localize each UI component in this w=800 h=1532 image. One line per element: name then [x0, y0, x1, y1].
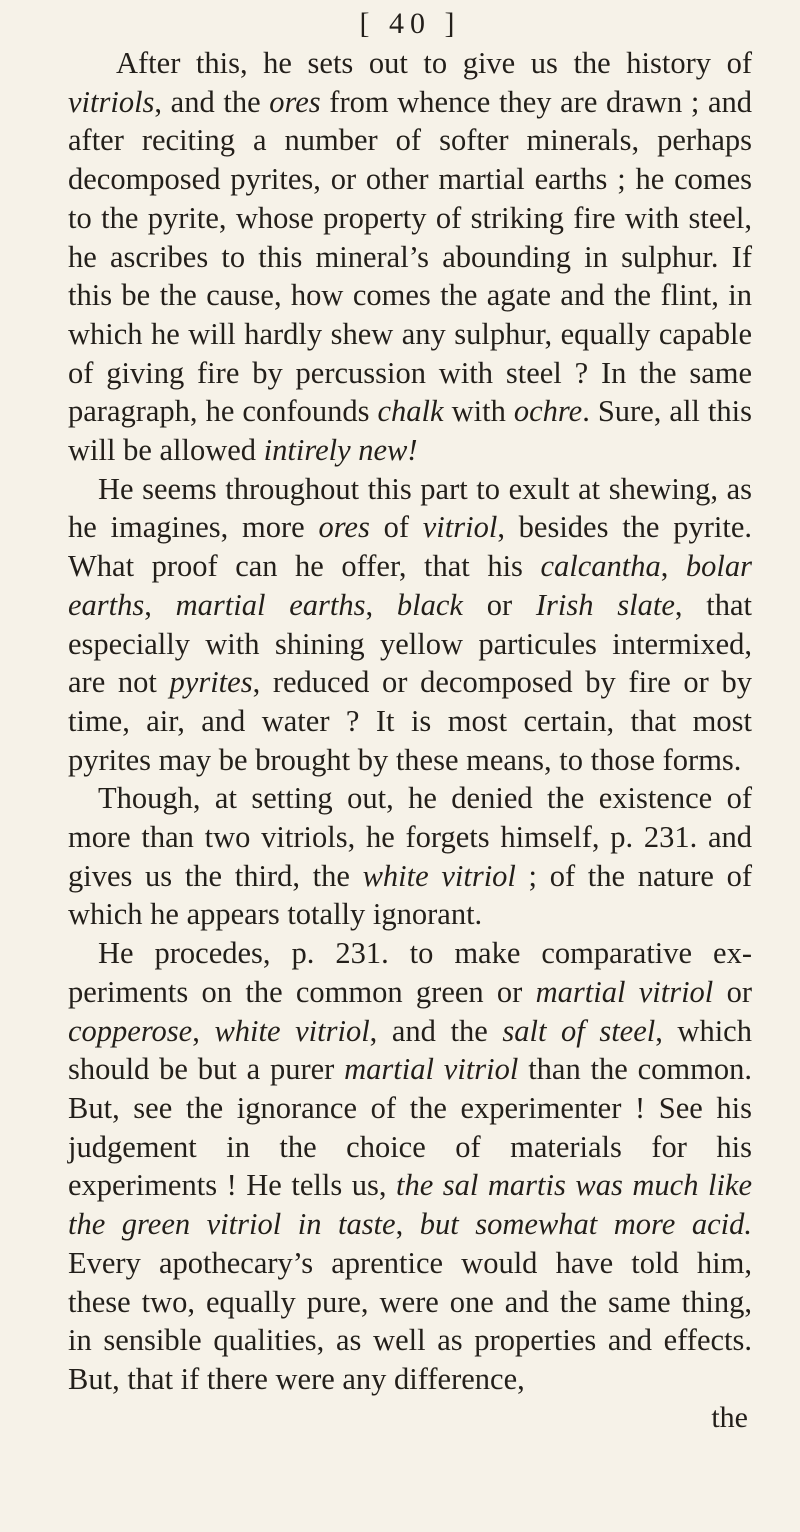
- italic-text: chalk: [377, 394, 444, 429]
- paragraph-2: [68, 470, 752, 780]
- text-run: or: [713, 974, 752, 1009]
- body-text: [68, 44, 752, 1399]
- text-run: , and the: [154, 84, 270, 119]
- italic-text: black: [396, 587, 463, 622]
- italic-text: martial earths: [175, 587, 366, 622]
- italic-text: but somewhat more acid.: [419, 1207, 752, 1242]
- paragraph-4: [68, 934, 752, 1398]
- text-run: After this, he sets out to give us the history of: [116, 46, 752, 80]
- italic-text: vitriols: [68, 84, 155, 119]
- page-number: [ 40 ]: [359, 7, 461, 40]
- italic-text: white vitriol: [214, 1013, 370, 1048]
- text-run: ,: [660, 549, 686, 584]
- italic-text: martial vitriol: [344, 1052, 519, 1087]
- italic-text: the sal martis was much like the green vitriol in taste: [68, 1168, 752, 1242]
- text-run: ; of the nature of which he appears totally ignorant.: [68, 858, 752, 932]
- text-run: ,: [395, 1207, 420, 1242]
- text-run: . Sure, all this will be allowed: [68, 394, 752, 468]
- text-run: Though, at setting out, he denied the existence of more than two vitriols, he forgets himself, p. 231. and gives us the third, the: [68, 781, 752, 893]
- italic-text: pyrites: [169, 665, 253, 700]
- text-run: than the common. But, see the ignorance of the experimenter ! See his judgement in the choice of materials for his experiments ! He tells us,: [68, 1052, 752, 1203]
- text-run: , reduced or decomposed by fire or by time, air, and water ? It is most certain, that most pyrites may be brought by these means, to those forms.: [68, 665, 752, 777]
- italic-text: salt of steel: [502, 1013, 656, 1048]
- text-run: , and the: [369, 1013, 503, 1048]
- catchword: the: [711, 1400, 748, 1434]
- italic-text: copperose: [68, 1013, 193, 1048]
- text-run: , besides the pyrite. What proof can he offer, that his: [68, 510, 752, 584]
- text-run: or: [462, 587, 536, 622]
- text-run: He procedes, p. 231. to make comparative experiments on the common green or: [68, 936, 752, 1009]
- italic-text: martial vitriol: [535, 974, 714, 1009]
- text-run: , that especially with shining yellow particules intermixed, are not: [68, 587, 752, 700]
- text-run: from whence they are drawn ; and after reciting a number of softer minerals, perhaps decomposed pyrites, or other martial earths ; he comes to the pyrite, whose property of striking fire with steel, he ascribes to this mineral’s abounding in sulphur. If this be the cause, how comes the agate and the flint, in which he will hardly shew any sulphur, equally capable of giving fire by percussion with steel ? In the same paragraph, he confounds: [68, 84, 752, 429]
- text-run: ,: [365, 587, 397, 622]
- text-run: Every apothecary’s aprentice would have told him, these two, equally pure, were one and the same thing, in sensible qualities, as well as properties and effects. But, that if there were any difference,: [68, 1245, 752, 1396]
- italic-text: bolar earths: [68, 549, 752, 622]
- text-run: ,: [192, 1013, 215, 1048]
- italic-text: Irish slate: [535, 587, 675, 622]
- italic-text: calcantha: [540, 549, 661, 584]
- paragraph-3: [68, 779, 752, 934]
- text-run: , which should be but a purer: [68, 1013, 752, 1087]
- paragraph-1: [68, 44, 752, 470]
- text-run: He seems throughout this part to exult at shewing, as he imagines, more: [68, 471, 752, 545]
- text-run: with: [443, 394, 514, 429]
- text-run: ,: [144, 587, 176, 622]
- italic-text: white vitriol: [362, 858, 516, 893]
- italic-text: ochre: [513, 394, 583, 429]
- italic-text: ores: [318, 510, 370, 545]
- text-run: of: [369, 510, 423, 545]
- italic-text: intirely new!: [263, 433, 418, 468]
- italic-text: vitriol: [422, 510, 498, 545]
- italic-text: ores: [269, 84, 321, 119]
